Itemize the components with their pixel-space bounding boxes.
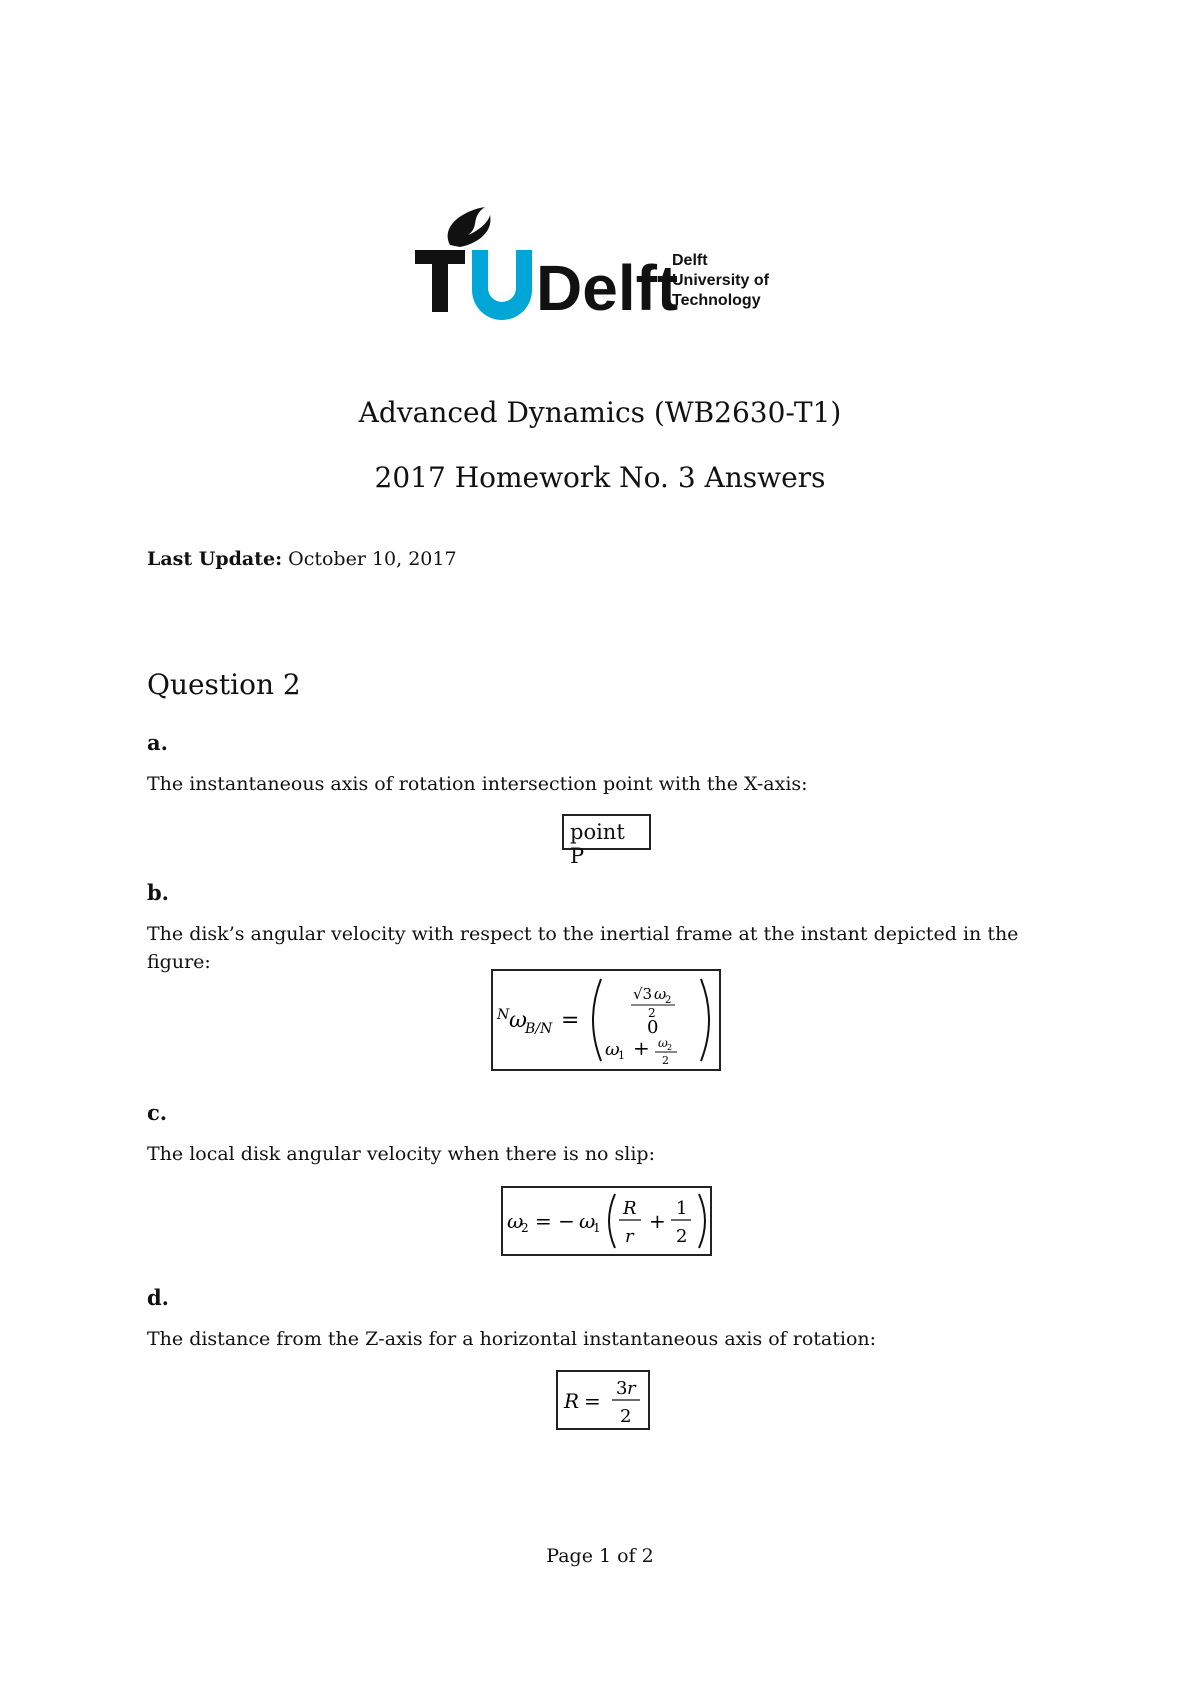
- part-d-equation: [558, 1372, 648, 1428]
- part-b-label: b.: [147, 880, 169, 905]
- svg-text:+: +: [649, 1209, 666, 1233]
- part-a-label: a.: [147, 730, 168, 755]
- svg-text:ω: ω: [658, 1036, 668, 1050]
- svg-text:2: 2: [620, 1406, 632, 1427]
- part-a-text: The instantaneous axis of rotation intersection point with the X-axis:: [147, 773, 808, 795]
- svg-text:1: 1: [676, 1198, 688, 1219]
- logo-line1: Delft: [672, 252, 708, 269]
- svg-text:=: =: [561, 1008, 580, 1033]
- svg-text:r: r: [627, 1378, 636, 1399]
- svg-text:2: 2: [667, 1043, 673, 1052]
- svg-text:R: R: [623, 1198, 637, 1219]
- course-title: Advanced Dynamics (WB2630-T1): [358, 396, 842, 429]
- part-b-equation: [493, 971, 719, 1069]
- part-c-equation: [503, 1188, 710, 1254]
- svg-text:ω: ω: [579, 1209, 596, 1233]
- part-a-answer-text: point P: [570, 820, 625, 868]
- part-d-answer: [556, 1370, 650, 1430]
- svg-text:= −: = −: [535, 1209, 575, 1233]
- part-d-text: The distance from the Z-axis for a horizontal instantaneous axis of rotation:: [147, 1328, 877, 1350]
- svg-text:3: 3: [616, 1378, 628, 1399]
- svg-text:2: 2: [521, 1221, 529, 1235]
- svg-text:ω: ω: [507, 1209, 524, 1233]
- tu-delft-logo: [410, 205, 800, 325]
- part-c-text: The local disk angular velocity when there is no slip:: [147, 1143, 655, 1165]
- svg-text:2: 2: [648, 1006, 656, 1020]
- svg-text:1: 1: [593, 1221, 601, 1235]
- question-heading: Question 2: [147, 668, 301, 701]
- last-update-label: Last Update:: [147, 548, 283, 570]
- part-d-label: d.: [147, 1285, 169, 1310]
- svg-text:ω: ω: [654, 985, 667, 1003]
- svg-text:1: 1: [618, 1049, 625, 1062]
- svg-text:2: 2: [665, 995, 672, 1006]
- svg-text:2: 2: [662, 1054, 669, 1067]
- svg-text:0: 0: [647, 1017, 659, 1038]
- part-a-answer: [562, 814, 651, 868]
- last-update-value: October 10, 2017: [288, 548, 457, 570]
- svg-text:Delft: Delft: [536, 252, 679, 324]
- logo-line3: Technology: [672, 292, 761, 309]
- last-update: [147, 548, 457, 570]
- logo-line2: University of: [672, 272, 769, 289]
- part-c-label: c.: [147, 1100, 168, 1125]
- svg-text:ω: ω: [605, 1039, 620, 1060]
- svg-text:√3: √3: [633, 985, 653, 1003]
- svg-text:r: r: [625, 1226, 634, 1247]
- svg-text:N: N: [497, 1007, 510, 1023]
- svg-text:=: =: [584, 1389, 601, 1413]
- part-b-answer: [491, 969, 721, 1071]
- svg-text:2: 2: [676, 1226, 688, 1247]
- svg-text:R: R: [564, 1389, 580, 1413]
- part-c-answer: [501, 1186, 712, 1256]
- part-b-text: The disk’s angular velocity with respect to the inertial frame at the instant depicted in the figure:: [147, 923, 1019, 973]
- page-footer: Page 1 of 2: [546, 1545, 654, 1567]
- homework-title: 2017 Homework No. 3 Answers: [374, 461, 826, 494]
- svg-text:B/N: B/N: [525, 1021, 553, 1037]
- svg-text:ω: ω: [509, 1008, 527, 1033]
- svg-text:+: +: [633, 1036, 650, 1060]
- tu-delft-logo-graphic: [410, 205, 800, 325]
